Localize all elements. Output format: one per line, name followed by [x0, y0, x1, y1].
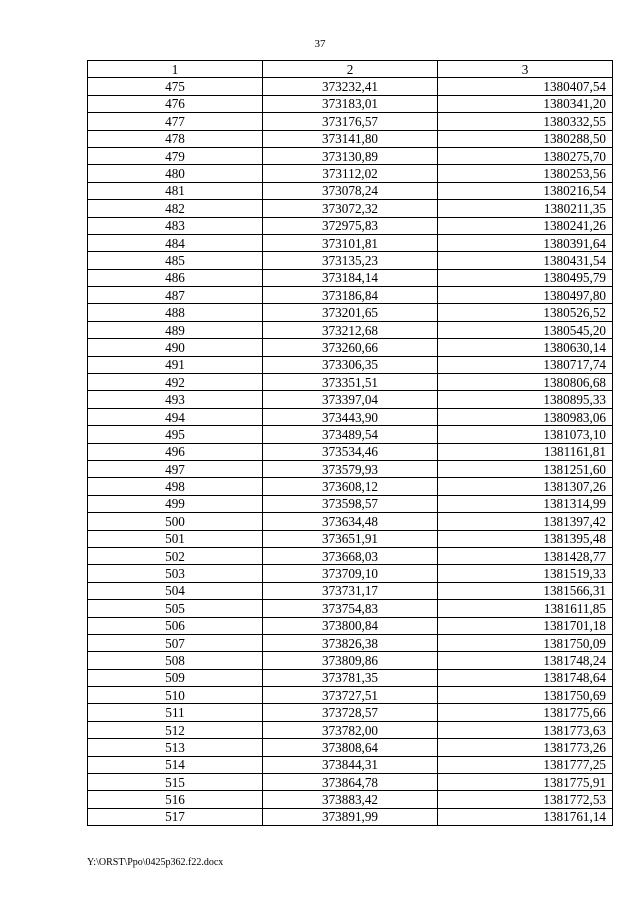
y-coordinate-cell: 1381161,81 [438, 443, 613, 460]
y-coordinate-cell: 1380431,54 [438, 252, 613, 269]
table-row [88, 791, 613, 808]
point-number-cell: 494 [88, 408, 263, 425]
point-number-cell: 514 [88, 756, 263, 773]
point-number-cell: 495 [88, 426, 263, 443]
table-row [88, 652, 613, 669]
table-row [88, 234, 613, 251]
y-coordinate-cell: 1381775,66 [438, 704, 613, 721]
x-coordinate-cell: 373709,10 [263, 565, 438, 582]
y-coordinate-cell: 1380341,20 [438, 95, 613, 112]
table-row [88, 391, 613, 408]
x-coordinate-cell: 373260,66 [263, 339, 438, 356]
point-number-cell: 482 [88, 200, 263, 217]
x-coordinate-cell: 373201,65 [263, 304, 438, 321]
point-number-cell: 506 [88, 617, 263, 634]
y-coordinate-cell: 1381775,91 [438, 774, 613, 791]
x-coordinate-cell: 373135,23 [263, 252, 438, 269]
x-coordinate-cell: 373351,51 [263, 374, 438, 391]
table-row [88, 217, 613, 234]
table-row [88, 634, 613, 651]
point-number-cell: 498 [88, 478, 263, 495]
table-row [88, 147, 613, 164]
y-coordinate-cell: 1381701,18 [438, 617, 613, 634]
x-coordinate-cell: 373183,01 [263, 95, 438, 112]
point-number-cell: 481 [88, 182, 263, 199]
y-coordinate-cell: 1380630,14 [438, 339, 613, 356]
y-coordinate-cell: 1380895,33 [438, 391, 613, 408]
column-header-3: 3 [438, 61, 613, 78]
y-coordinate-cell: 1381397,42 [438, 513, 613, 530]
table-row [88, 182, 613, 199]
x-coordinate-cell: 373212,68 [263, 321, 438, 338]
y-coordinate-cell: 1380275,70 [438, 147, 613, 164]
point-number-cell: 505 [88, 600, 263, 617]
x-coordinate-cell: 373728,57 [263, 704, 438, 721]
x-coordinate-cell: 373112,02 [263, 165, 438, 182]
table-row [88, 600, 613, 617]
table-row [88, 130, 613, 147]
coordinates-table-body [88, 61, 613, 826]
table-row [88, 808, 613, 825]
point-number-cell: 497 [88, 460, 263, 477]
y-coordinate-cell: 1380526,52 [438, 304, 613, 321]
y-coordinate-cell: 1380211,35 [438, 200, 613, 217]
x-coordinate-cell: 373141,80 [263, 130, 438, 147]
y-coordinate-cell: 1380391,64 [438, 234, 613, 251]
point-number-cell: 508 [88, 652, 263, 669]
point-number-cell: 487 [88, 287, 263, 304]
x-coordinate-cell: 373397,04 [263, 391, 438, 408]
point-number-cell: 486 [88, 269, 263, 286]
y-coordinate-cell: 1380806,68 [438, 374, 613, 391]
x-coordinate-cell: 373306,35 [263, 356, 438, 373]
point-number-cell: 490 [88, 339, 263, 356]
x-coordinate-cell: 373800,84 [263, 617, 438, 634]
y-coordinate-cell: 1381307,26 [438, 478, 613, 495]
point-number-cell: 485 [88, 252, 263, 269]
y-coordinate-cell: 1381073,10 [438, 426, 613, 443]
x-coordinate-cell: 373844,31 [263, 756, 438, 773]
column-header-2: 2 [263, 61, 438, 78]
point-number-cell: 513 [88, 739, 263, 756]
point-number-cell: 516 [88, 791, 263, 808]
x-coordinate-cell: 373130,89 [263, 147, 438, 164]
table-row [88, 356, 613, 373]
table-row [88, 547, 613, 564]
y-coordinate-cell: 1381750,09 [438, 634, 613, 651]
table-row [88, 774, 613, 791]
table-row [88, 304, 613, 321]
table-row [88, 582, 613, 599]
table-row [88, 756, 613, 773]
y-coordinate-cell: 1381611,85 [438, 600, 613, 617]
table-row [88, 669, 613, 686]
table-row [88, 687, 613, 704]
x-coordinate-cell: 373809,86 [263, 652, 438, 669]
x-coordinate-cell: 373534,46 [263, 443, 438, 460]
y-coordinate-cell: 1381395,48 [438, 530, 613, 547]
x-coordinate-cell: 373598,57 [263, 495, 438, 512]
point-number-cell: 496 [88, 443, 263, 460]
table-row [88, 565, 613, 582]
point-number-cell: 512 [88, 721, 263, 738]
x-coordinate-cell: 373891,99 [263, 808, 438, 825]
point-number-cell: 493 [88, 391, 263, 408]
point-number-cell: 500 [88, 513, 263, 530]
table-row [88, 113, 613, 130]
x-coordinate-cell: 373186,84 [263, 287, 438, 304]
y-coordinate-cell: 1381777,25 [438, 756, 613, 773]
x-coordinate-cell: 373781,35 [263, 669, 438, 686]
x-coordinate-cell: 373579,93 [263, 460, 438, 477]
table-row [88, 460, 613, 477]
table-row [88, 374, 613, 391]
table-row [88, 200, 613, 217]
x-coordinate-cell: 373078,24 [263, 182, 438, 199]
x-coordinate-cell: 373727,51 [263, 687, 438, 704]
y-coordinate-cell: 1381773,26 [438, 739, 613, 756]
y-coordinate-cell: 1381748,64 [438, 669, 613, 686]
table-row [88, 513, 613, 530]
table-row [88, 704, 613, 721]
point-number-cell: 488 [88, 304, 263, 321]
point-number-cell: 502 [88, 547, 263, 564]
y-coordinate-cell: 1380407,54 [438, 78, 613, 95]
x-coordinate-cell: 373232,41 [263, 78, 438, 95]
table-row [88, 321, 613, 338]
y-coordinate-cell: 1380545,20 [438, 321, 613, 338]
table-row [88, 443, 613, 460]
point-number-cell: 510 [88, 687, 263, 704]
point-number-cell: 484 [88, 234, 263, 251]
table-row [88, 495, 613, 512]
x-coordinate-cell: 373443,90 [263, 408, 438, 425]
x-coordinate-cell: 373782,00 [263, 721, 438, 738]
table-row [88, 739, 613, 756]
table-row [88, 78, 613, 95]
x-coordinate-cell: 373101,81 [263, 234, 438, 251]
y-coordinate-cell: 1380717,74 [438, 356, 613, 373]
column-header-1: 1 [88, 61, 263, 78]
y-coordinate-cell: 1380241,26 [438, 217, 613, 234]
point-number-cell: 517 [88, 808, 263, 825]
table-row [88, 478, 613, 495]
y-coordinate-cell: 1381772,53 [438, 791, 613, 808]
point-number-cell: 489 [88, 321, 263, 338]
table-row [88, 95, 613, 112]
x-coordinate-cell: 373608,12 [263, 478, 438, 495]
y-coordinate-cell: 1380495,79 [438, 269, 613, 286]
y-coordinate-cell: 1380253,56 [438, 165, 613, 182]
y-coordinate-cell: 1380332,55 [438, 113, 613, 130]
x-coordinate-cell: 373489,54 [263, 426, 438, 443]
table-row [88, 269, 613, 286]
y-coordinate-cell: 1381251,60 [438, 460, 613, 477]
point-number-cell: 511 [88, 704, 263, 721]
coordinates-table [87, 60, 613, 826]
point-number-cell: 504 [88, 582, 263, 599]
x-coordinate-cell: 373668,03 [263, 547, 438, 564]
y-coordinate-cell: 1381519,33 [438, 565, 613, 582]
table-row [88, 339, 613, 356]
table-row [88, 426, 613, 443]
point-number-cell: 478 [88, 130, 263, 147]
page-number: 37 [314, 38, 326, 50]
table-row [88, 165, 613, 182]
y-coordinate-cell: 1381761,14 [438, 808, 613, 825]
point-number-cell: 507 [88, 634, 263, 651]
y-coordinate-cell: 1380216,54 [438, 182, 613, 199]
x-coordinate-cell: 373808,64 [263, 739, 438, 756]
point-number-cell: 515 [88, 774, 263, 791]
y-coordinate-cell: 1381428,77 [438, 547, 613, 564]
table-row [88, 530, 613, 547]
table-header-row [88, 61, 613, 78]
point-number-cell: 479 [88, 147, 263, 164]
x-coordinate-cell: 373731,17 [263, 582, 438, 599]
point-number-cell: 509 [88, 669, 263, 686]
x-coordinate-cell: 372975,83 [263, 217, 438, 234]
table-row [88, 252, 613, 269]
y-coordinate-cell: 1380288,50 [438, 130, 613, 147]
table-row [88, 287, 613, 304]
x-coordinate-cell: 373634,48 [263, 513, 438, 530]
x-coordinate-cell: 373072,32 [263, 200, 438, 217]
point-number-cell: 480 [88, 165, 263, 182]
x-coordinate-cell: 373826,38 [263, 634, 438, 651]
x-coordinate-cell: 373176,57 [263, 113, 438, 130]
point-number-cell: 491 [88, 356, 263, 373]
point-number-cell: 476 [88, 95, 263, 112]
point-number-cell: 477 [88, 113, 263, 130]
x-coordinate-cell: 373754,83 [263, 600, 438, 617]
x-coordinate-cell: 373864,78 [263, 774, 438, 791]
y-coordinate-cell: 1381314,99 [438, 495, 613, 512]
y-coordinate-cell: 1381566,31 [438, 582, 613, 599]
y-coordinate-cell: 1381750,69 [438, 687, 613, 704]
point-number-cell: 475 [88, 78, 263, 95]
table-row [88, 721, 613, 738]
point-number-cell: 492 [88, 374, 263, 391]
point-number-cell: 499 [88, 495, 263, 512]
x-coordinate-cell: 373651,91 [263, 530, 438, 547]
point-number-cell: 503 [88, 565, 263, 582]
point-number-cell: 483 [88, 217, 263, 234]
y-coordinate-cell: 1380497,80 [438, 287, 613, 304]
y-coordinate-cell: 1380983,06 [438, 408, 613, 425]
point-number-cell: 501 [88, 530, 263, 547]
x-coordinate-cell: 373883,42 [263, 791, 438, 808]
footer-file-path: Y:\ORST\Ppo\0425p362.f22.docx [87, 857, 224, 868]
y-coordinate-cell: 1381748,24 [438, 652, 613, 669]
x-coordinate-cell: 373184,14 [263, 269, 438, 286]
y-coordinate-cell: 1381773,63 [438, 721, 613, 738]
table-row [88, 617, 613, 634]
table-row [88, 408, 613, 425]
